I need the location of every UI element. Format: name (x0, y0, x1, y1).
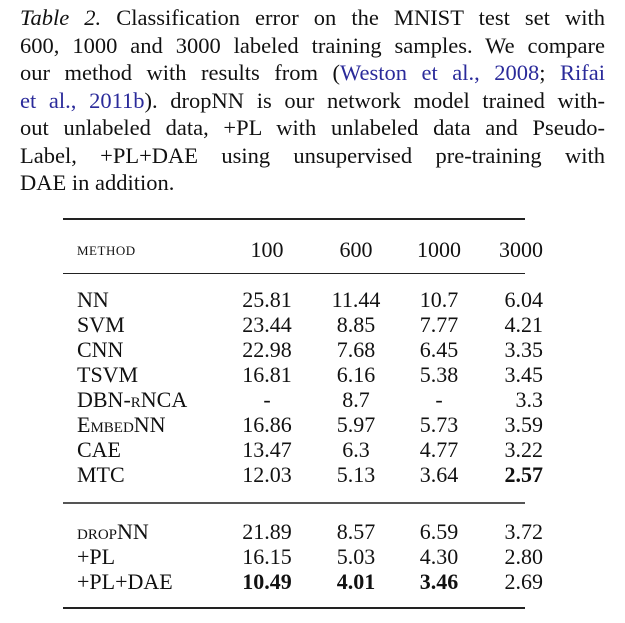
caption-line (20, 87, 605, 115)
caption-text: our method with results from ( (20, 60, 341, 85)
error-value: 4.21 (504, 312, 543, 337)
error-value: 6.45 (419, 337, 459, 362)
method-name: +PL (77, 544, 116, 569)
table-row (0, 437, 625, 463)
header-3000: 3000 (499, 237, 543, 262)
method-name: EmbedNN (77, 412, 166, 437)
header-600: 600 (339, 237, 373, 262)
error-value: 23.44 (242, 312, 292, 337)
error-value: 7.77 (419, 312, 459, 337)
error-value: 16.86 (242, 412, 292, 437)
error-value: 25.81 (242, 287, 292, 312)
citation-link[interactable]: Weston et al., 2008 (340, 60, 540, 85)
method-name: CAE (77, 437, 121, 462)
error-value: 5.73 (419, 412, 459, 437)
caption-text: DAE in addition. (20, 170, 175, 195)
error-value: 5.38 (419, 362, 459, 387)
mid-rule (63, 502, 525, 504)
error-value: 16.81 (242, 362, 292, 387)
error-value: 13.47 (242, 437, 292, 462)
error-value: 16.15 (242, 544, 292, 569)
table-row (0, 412, 625, 438)
method-name: TSVM (77, 362, 139, 387)
table-header-row (0, 237, 625, 263)
error-value: 3.3 (515, 387, 543, 412)
caption-text: Classification error on the MNIST test set with (101, 5, 605, 30)
error-value: 3.46 (419, 569, 459, 594)
table-row (0, 362, 625, 388)
error-value: 8.7 (342, 387, 370, 412)
table-row (0, 287, 625, 313)
caption-line (20, 169, 605, 197)
error-value: 6.59 (419, 519, 459, 544)
table-row (0, 387, 625, 413)
caption-line (20, 32, 605, 60)
method-name: NN (77, 287, 109, 312)
error-value: 6.04 (504, 287, 543, 312)
caption-text: ). dropNN is our network model trained with- (144, 87, 606, 113)
citation-link[interactable]: Rifai (560, 60, 605, 85)
caption-line (20, 4, 605, 32)
error-value: 11.44 (331, 287, 381, 312)
method-name: SVM (77, 312, 125, 337)
caption-text: 600, 1000 and 3000 labeled training samples. We compare (20, 32, 605, 58)
citation-link[interactable]: et al., 2011b (20, 87, 145, 113)
error-value: 3.35 (504, 337, 543, 362)
method-name: +PL+DAE (77, 569, 173, 594)
method-name: DBN-rNCA (77, 387, 188, 412)
table-label: Table 2. (20, 5, 102, 30)
error-value: 10.7 (419, 287, 459, 312)
table-row (0, 337, 625, 363)
table-row (0, 312, 625, 338)
header-method: method (77, 239, 136, 260)
method-name: dropNN (77, 519, 149, 544)
bottom-rule (63, 607, 525, 609)
caption-text: out unlabeled data, +PL with unlabeled data and Pseudo- (20, 115, 605, 140)
error-value: 4.30 (419, 544, 459, 569)
caption-text: ; (539, 60, 560, 85)
error-value: 3.45 (504, 362, 543, 387)
error-value: 4.77 (419, 437, 459, 462)
error-value: 6.16 (336, 362, 376, 387)
method-name: MTC (77, 462, 125, 487)
table-row (0, 519, 625, 545)
caption-text: Label, +PL+DAE using unsupervised pre-training with (20, 142, 605, 168)
method-name: CNN (77, 337, 124, 362)
error-value: 3.59 (504, 412, 543, 437)
error-value: 5.97 (336, 412, 376, 437)
caption-line (20, 59, 605, 87)
error-value: 2.69 (504, 569, 543, 594)
error-value: 3.64 (419, 462, 459, 487)
top-rule (63, 218, 525, 220)
error-value: 2.80 (504, 544, 543, 569)
error-value: 7.68 (336, 337, 376, 362)
error-value: 12.03 (242, 462, 292, 487)
error-value: 8.57 (336, 519, 376, 544)
error-value: 3.22 (504, 437, 543, 462)
error-value: 22.98 (242, 337, 292, 362)
caption-line (20, 114, 605, 142)
error-value: 6.3 (342, 437, 370, 462)
error-value: 10.49 (242, 569, 292, 594)
error-value: 2.57 (504, 462, 543, 487)
error-value: 8.85 (336, 312, 376, 337)
error-value: - (435, 387, 443, 412)
table-row (0, 544, 625, 570)
error-value: 5.13 (336, 462, 376, 487)
header-100: 100 (250, 237, 284, 262)
error-value: 4.01 (336, 569, 376, 594)
error-value: 21.89 (242, 519, 292, 544)
table-caption (20, 4, 605, 197)
error-value: 5.03 (336, 544, 376, 569)
header-rule (63, 273, 525, 274)
table-row (0, 569, 625, 595)
error-value: - (263, 387, 271, 412)
caption-line (20, 142, 605, 170)
error-value: 3.72 (504, 519, 543, 544)
table-row (0, 462, 625, 488)
header-1000: 1000 (417, 237, 461, 262)
